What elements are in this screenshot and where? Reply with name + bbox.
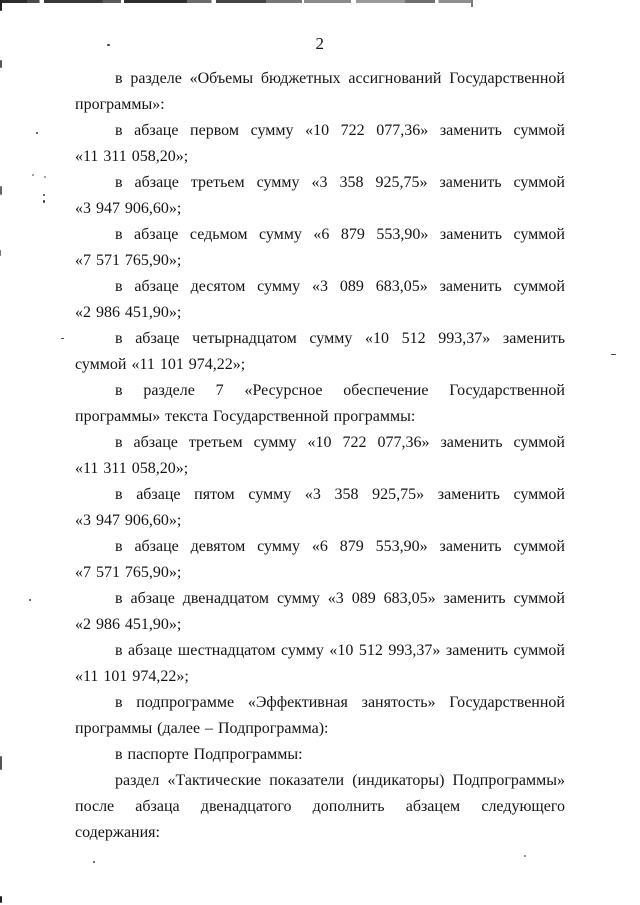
- paragraph: раздел «Тактические показатели (индикаторы) Подпрограммы» после абзаца двенадцатого дополнить абзацем следующего содержания:: [75, 772, 565, 841]
- scan-artifact-speck: [0, 60, 2, 68]
- paragraph: в абзаце седьмом сумму «6 879 553,90» заменить суммой «7 571 765,90»;: [75, 226, 565, 269]
- paragraph: в абзаце шестнадцатом сумму «10 512 993,37» заменить суммой «11 101 974,22»;: [75, 642, 565, 685]
- scan-artifact-top-bar: [0, 0, 302, 3]
- scan-artifact-top-bar: [304, 0, 472, 3]
- scan-artifact-speck: [29, 599, 31, 601]
- paragraph: в абзаце четырнадцатом сумму «10 512 993,37» заменить суммой «11 101 974,22»;: [75, 330, 565, 373]
- scan-artifact-tick: [471, 0, 473, 7]
- scan-artifact-speck: [44, 176, 46, 178]
- scan-artifact-speck: [36, 132, 38, 134]
- scan-artifact-speck: [611, 354, 616, 355]
- paragraph: в паспорте Подпрограммы:: [115, 746, 303, 763]
- scan-artifact-speck: [0, 250, 1, 256]
- document-body: [75, 66, 565, 846]
- scan-artifact-speck: [93, 861, 95, 863]
- paragraph: в подпрограмме «Эффективная занятость» Государственной программы (далее – Подпрограмма):: [75, 694, 565, 737]
- paragraph: в разделе 7 «Ресурсное обеспечение Государственной программы» текста Государственной программы:: [75, 382, 565, 425]
- paragraph: в абзаце десятом сумму «3 089 683,05» заменить суммой «2 986 451,90»;: [75, 278, 565, 321]
- scan-artifact-speck: [524, 855, 526, 857]
- scan-artifact-speck: [43, 194, 45, 196]
- paragraph: в абзаце третьем сумму «10 722 077,36» заменить суммой «11 311 058,20»;: [75, 434, 565, 477]
- paragraph: в абзаце третьем сумму «3 358 925,75» заменить суммой «3 947 906,60»;: [75, 174, 565, 217]
- scan-artifact-speck: [61, 338, 64, 339]
- scan-artifact-speck: [0, 186, 2, 195]
- scan-artifact-speck: [0, 756, 2, 770]
- scan-artifact-speck: [0, 0, 2, 11]
- scan-artifact-speck: [0, 896, 2, 903]
- paragraph: в абзаце двенадцатом сумму «3 089 683,05» заменить суммой «2 986 451,90»;: [75, 590, 565, 633]
- scan-artifact-speck: [43, 200, 45, 203]
- scan-artifact-speck: [32, 174, 34, 176]
- paragraph: в абзаце первом сумму «10 722 077,36» заменить суммой «11 311 058,20»;: [75, 122, 565, 165]
- paragraph: в разделе «Объемы бюджетных ассигнований Государственной программы»:: [75, 70, 565, 113]
- page-number: 2: [315, 34, 325, 53]
- paragraph: в абзаце пятом сумму «3 358 925,75» заменить суммой «3 947 906,60»;: [75, 486, 565, 529]
- paragraph: в абзаце девятом сумму «6 879 553,90» заменить суммой «7 571 765,90»;: [75, 538, 565, 581]
